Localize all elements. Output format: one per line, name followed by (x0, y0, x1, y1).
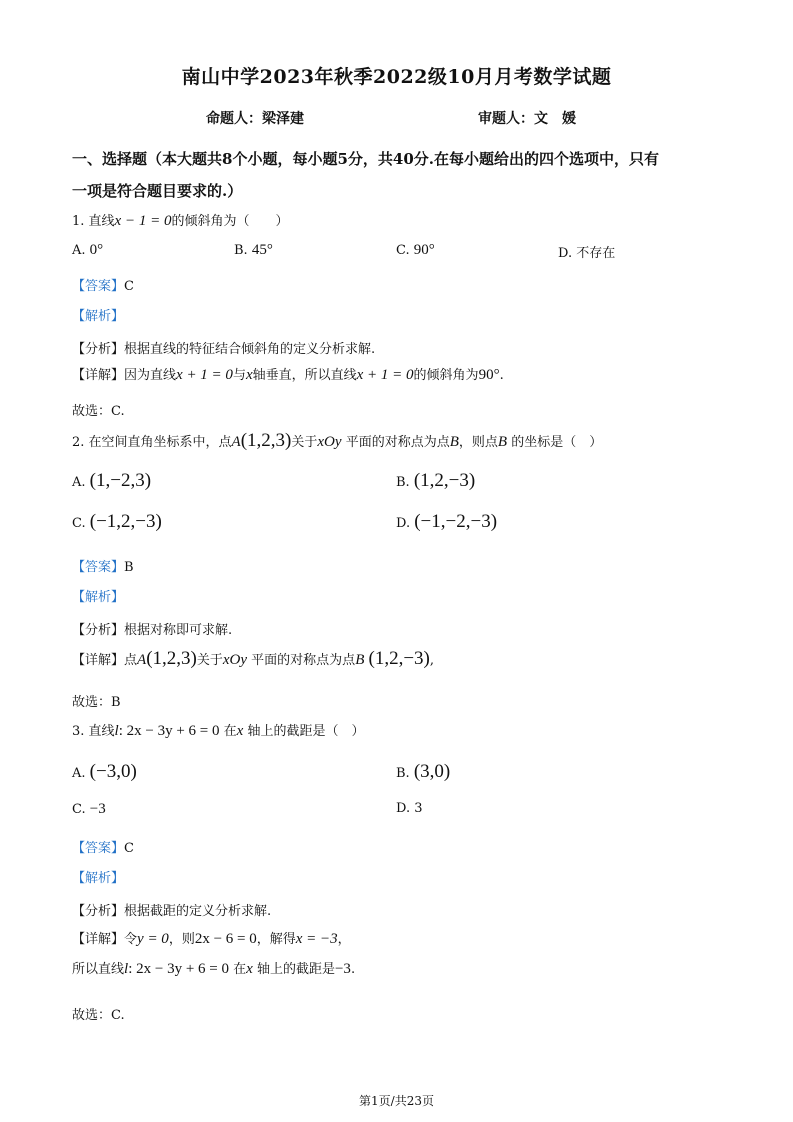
q1-number: 1. 直线 (72, 214, 115, 229)
q1-option-b: B. 45° (234, 242, 273, 258)
q3-option-c: C. −3 (72, 801, 106, 817)
q1-tail: 的倾斜角为（ ） (171, 214, 289, 229)
q2-choice: 故选：B (72, 695, 121, 710)
q1-analysis-label: 【解析】 (72, 309, 125, 324)
q1-choice: 故选：C. (72, 404, 125, 419)
q3-stem: 3. 直线l: 2x − 3y + 6 = 0 在x 轴上的截距是（ ） (72, 723, 365, 739)
question-setter: 命题人：梁泽建 (206, 111, 304, 127)
q1-equation: x − 1 = 0 (114, 213, 172, 229)
q1-answer: 【答案】C (72, 279, 134, 294)
q3-analysis-label: 【解析】 (72, 871, 125, 886)
q1-option-d: D. 不存在 (558, 246, 616, 261)
q2-analysis-label: 【解析】 (72, 590, 125, 605)
question-reviewer: 审题人：文 媛 (478, 111, 576, 127)
section-heading-line1: 一、选择题（本大题共8个小题，每小题5分，共40分.在每小题给出的四个选项中，只有 (72, 150, 659, 168)
q1-fenxi: 【分析】根据直线的特征结合倾斜角的定义分析求解. (72, 342, 376, 357)
q2-fenxi: 【分析】根据对称即可求解. (72, 623, 233, 638)
q1-option-a: A. 0° (72, 242, 104, 258)
q2-option-d: D. (−1,−2,−3) (396, 511, 498, 532)
q3-fenxi: 【分析】根据截距的定义分析求解. (72, 904, 272, 919)
q3-choice: 故选：C. (72, 1008, 125, 1023)
q1-stem (72, 210, 288, 230)
q3-option-b: B. (3,0) (396, 761, 451, 782)
q2-stem: 2. 在空间直角坐标系中，点A(1,2,3)关于xOy 平面的对称点为点B，则点B 的坐标是（ ） (72, 430, 603, 451)
q2-answer: 【答案】B (72, 560, 134, 575)
page-title: 南山中学2023年秋季2022级10月月考数学试题 (181, 66, 612, 88)
q2-detail: 【详解】点A(1,2,3)关于xOy 平面的对称点为点B (1,2,−3), (72, 648, 435, 669)
q3-detail: 【详解】令y = 0，则2x − 6 = 0，解得x = −3， (72, 931, 351, 947)
q1-detail: 【详解】因为直线x + 1 = 0与x轴垂直，所以直线x + 1 = 0的倾斜角为90°. (72, 367, 504, 383)
q3-conclusion: 所以直线l: 2x − 3y + 6 = 0 在x 轴上的截距是−3. (72, 961, 356, 977)
q2-option-b: B. (1,2,−3) (396, 470, 476, 491)
section-heading-line2: 一项是符合题目要求的.） (72, 182, 243, 200)
answer-label: 【答案】 (72, 279, 125, 294)
q3-answer: 【答案】C (72, 841, 134, 856)
q1-option-c: C. 90° (396, 242, 435, 258)
q3-option-d: D. 3 (396, 801, 423, 816)
page-footer: 第1页/共23页 (359, 1094, 434, 1108)
q2-option-c: C. (−1,2,−3) (72, 511, 162, 532)
q3-option-a: A. (−3,0) (72, 761, 137, 782)
q2-option-a: A. (1,−2,3) (72, 470, 152, 491)
